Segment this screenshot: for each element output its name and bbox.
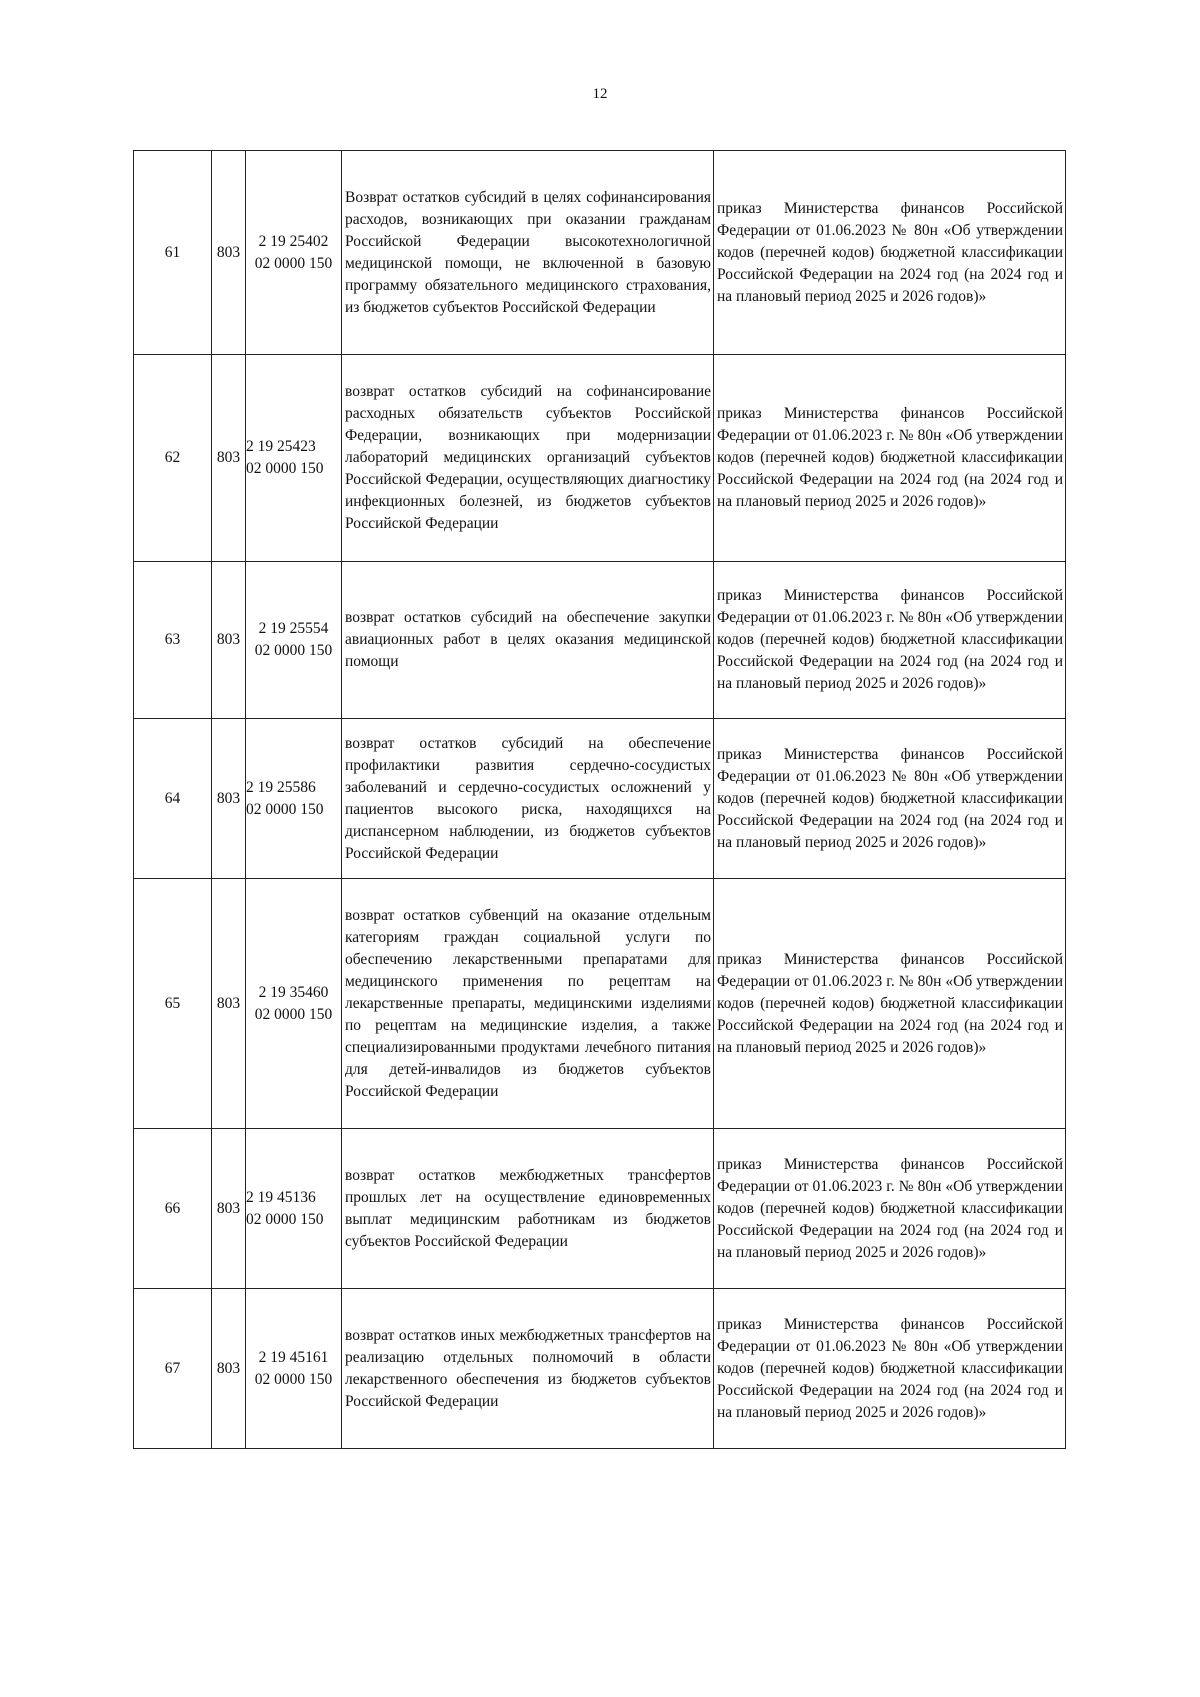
- basis-text: приказ Министерства финансов Российской Федерации от 01.06.2023 г. № 80н «Об утверждении кодов (перечней кодов) бюджетной классификации Российской Федерации на 2024 год (на 2024 год и на плановый период 2025 и 2026 годов)»: [717, 950, 1063, 1056]
- basis-text: приказ Министерства финансов Российской Федерации от 01.06.2023 № 80н «Об утверждении кодов (перечней кодов) бюджетной классификации Российской Федерации на 2024 год (на 2024 год и на плановый период 2025 и 2026 годов)»: [717, 1315, 1063, 1421]
- description-text: возврат остатков субвенций на оказание отдельным категориям граждан социальной услуги по обеспечению лекарственными препаратами для медицинского применения по рецептам на лекарственные препараты, медицинскими изделиями по рецептам на медицинские изделия, а также специализированными продуктами лечебного питания для детей-инвалидов из бюджетов субъектов Российской Федерации: [345, 906, 711, 1100]
- admin-code: 803: [212, 879, 246, 1129]
- budget-classification-code: [246, 562, 342, 719]
- admin-code: 803: [212, 355, 246, 562]
- admin-code: 803: [212, 151, 246, 355]
- kbk-part-2: 02 0000 150: [246, 1210, 324, 1228]
- basis-text: приказ Министерства финансов Российской Федерации от 01.06.2023 г. № 80н «Об утверждении кодов (перечней кодов) бюджетной классификации Российской Федерации на 2024 год (на 2024 год и на плановый период 2025 и 2026 годов)»: [717, 1155, 1063, 1261]
- basis-text: приказ Министерства финансов Российской Федерации от 01.06.2023 № 80н «Об утверждении кодов (перечней кодов) бюджетной классификации Российской Федерации на 2024 год (на 2024 год и на плановый период 2025 и 2026 годов)»: [717, 745, 1063, 851]
- budget-classification-code: [246, 719, 342, 879]
- admin-code: 803: [212, 1129, 246, 1289]
- row-number: 67: [134, 1289, 212, 1449]
- description-text: возврат остатков субсидий на обеспечение профилактики развития сердечно-сосудистых заболеваний и сердечно-сосудистых осложнений у пациентов высокого риска, находящихся на диспансерном наблюдении, из бюджетов субъектов Российской Федерации: [345, 734, 711, 862]
- kbk-part-1: 2 19 25586: [246, 778, 316, 796]
- budget-classification-code: [246, 879, 342, 1129]
- basis-text: приказ Министерства финансов Российской Федерации от 01.06.2023 г. № 80н «Об утверждении кодов (перечней кодов) бюджетной классификации Российской Федерации на 2024 год (на 2024 год и на плановый период 2025 и 2026 годов)»: [717, 587, 1063, 692]
- legal-basis: [714, 879, 1066, 1129]
- table-row: [134, 879, 1066, 1129]
- table-row: [134, 719, 1066, 879]
- income-description: [342, 1129, 714, 1289]
- kbk-part-1: 2 19 25554: [258, 620, 329, 637]
- table-row: [134, 1289, 1066, 1449]
- kbk-part-1: 2 19 35460: [258, 983, 329, 1001]
- budget-classification-code: [246, 1129, 342, 1289]
- kbk-part-1: 2 19 25402: [258, 232, 329, 250]
- description-text: Возврат остатков субсидий в целях софинансирования расходов, возникающих при оказании гражданам Российской Федерации высокотехнологичной медицинской помощи, не включенной в базовую программу обязательного медицинского страхования, из бюджетов субъектов Российской Федерации: [345, 188, 711, 316]
- income-description: [342, 562, 714, 719]
- description-text: возврат остатков субсидий на обеспечение закупки авиационных работ в целях оказания медицинской помощи: [345, 609, 711, 670]
- admin-code: 803: [212, 719, 246, 879]
- basis-text: приказ Министерства финансов Российской Федерации от 01.06.2023 № 80н «Об утверждении кодов (перечней кодов) бюджетной классификации Российской Федерации на 2024 год (на 2024 год и на плановый период 2025 и 2026 годов)»: [717, 199, 1063, 305]
- admin-code: 803: [212, 1289, 246, 1449]
- budget-classification-code: [246, 355, 342, 562]
- kbk-part-2: 02 0000 150: [254, 1370, 333, 1388]
- kbk-part-2: 02 0000 150: [254, 1005, 333, 1023]
- kbk-part-1: 2 19 25423: [246, 438, 316, 455]
- row-number: 66: [134, 1129, 212, 1289]
- kbk-part-2: 02 0000 150: [246, 800, 324, 818]
- legal-basis: [714, 355, 1066, 562]
- budget-classification-code: [246, 151, 342, 355]
- table-row: [134, 151, 1066, 355]
- kbk-part-1: 2 19 45161: [258, 1348, 329, 1366]
- budget-codes-table: [133, 150, 1066, 1449]
- legal-basis: [714, 719, 1066, 879]
- table-row: [134, 355, 1066, 562]
- income-description: [342, 879, 714, 1129]
- income-description: [342, 355, 714, 562]
- budget-classification-code: [246, 1289, 342, 1449]
- table-row: [134, 562, 1066, 719]
- row-number: 63: [134, 562, 212, 719]
- page-number: 12: [592, 86, 608, 102]
- income-description: [342, 719, 714, 879]
- legal-basis: [714, 1129, 1066, 1289]
- legal-basis: [714, 1289, 1066, 1449]
- row-number: 62: [134, 355, 212, 562]
- kbk-part-2: 02 0000 150: [254, 642, 333, 659]
- row-number: 61: [134, 151, 212, 355]
- kbk-part-2: 02 0000 150: [254, 254, 333, 272]
- basis-text: приказ Министерства финансов Российской Федерации от 01.06.2023 г. № 80н «Об утверждении кодов (перечней кодов) бюджетной классификации Российской Федерации на 2024 год (на 2024 год и на плановый период 2025 и 2026 годов)»: [717, 405, 1063, 510]
- description-text: возврат остатков иных межбюджетных трансфертов на реализацию отдельных полномочий в области лекарственного обеспечения из бюджетов субъектов Российской Федерации: [345, 1326, 711, 1410]
- kbk-part-2: 02 0000 150: [246, 460, 324, 477]
- kbk-part-1: 2 19 45136: [246, 1188, 316, 1206]
- legal-basis: [714, 151, 1066, 355]
- description-text: возврат остатков субсидий на софинансирование расходных обязательств субъектов Российской Федерации, возникающих при модернизации лабораторий медицинских организаций субъектов Российской Федерации, осуществляющих диагностику инфекционных болезней, из бюджетов субъектов Российской Федерации: [345, 383, 711, 532]
- income-description: [342, 151, 714, 355]
- income-description: [342, 1289, 714, 1449]
- legal-basis: [714, 562, 1066, 719]
- row-number: 64: [134, 719, 212, 879]
- admin-code: 803: [212, 562, 246, 719]
- row-number: 65: [134, 879, 212, 1129]
- description-text: возврат остатков межбюджетных трансфертов прошлых лет на осуществление единовременных выплат медицинским работникам из бюджетов субъектов Российской Федерации: [345, 1166, 711, 1250]
- table-row: [134, 1129, 1066, 1289]
